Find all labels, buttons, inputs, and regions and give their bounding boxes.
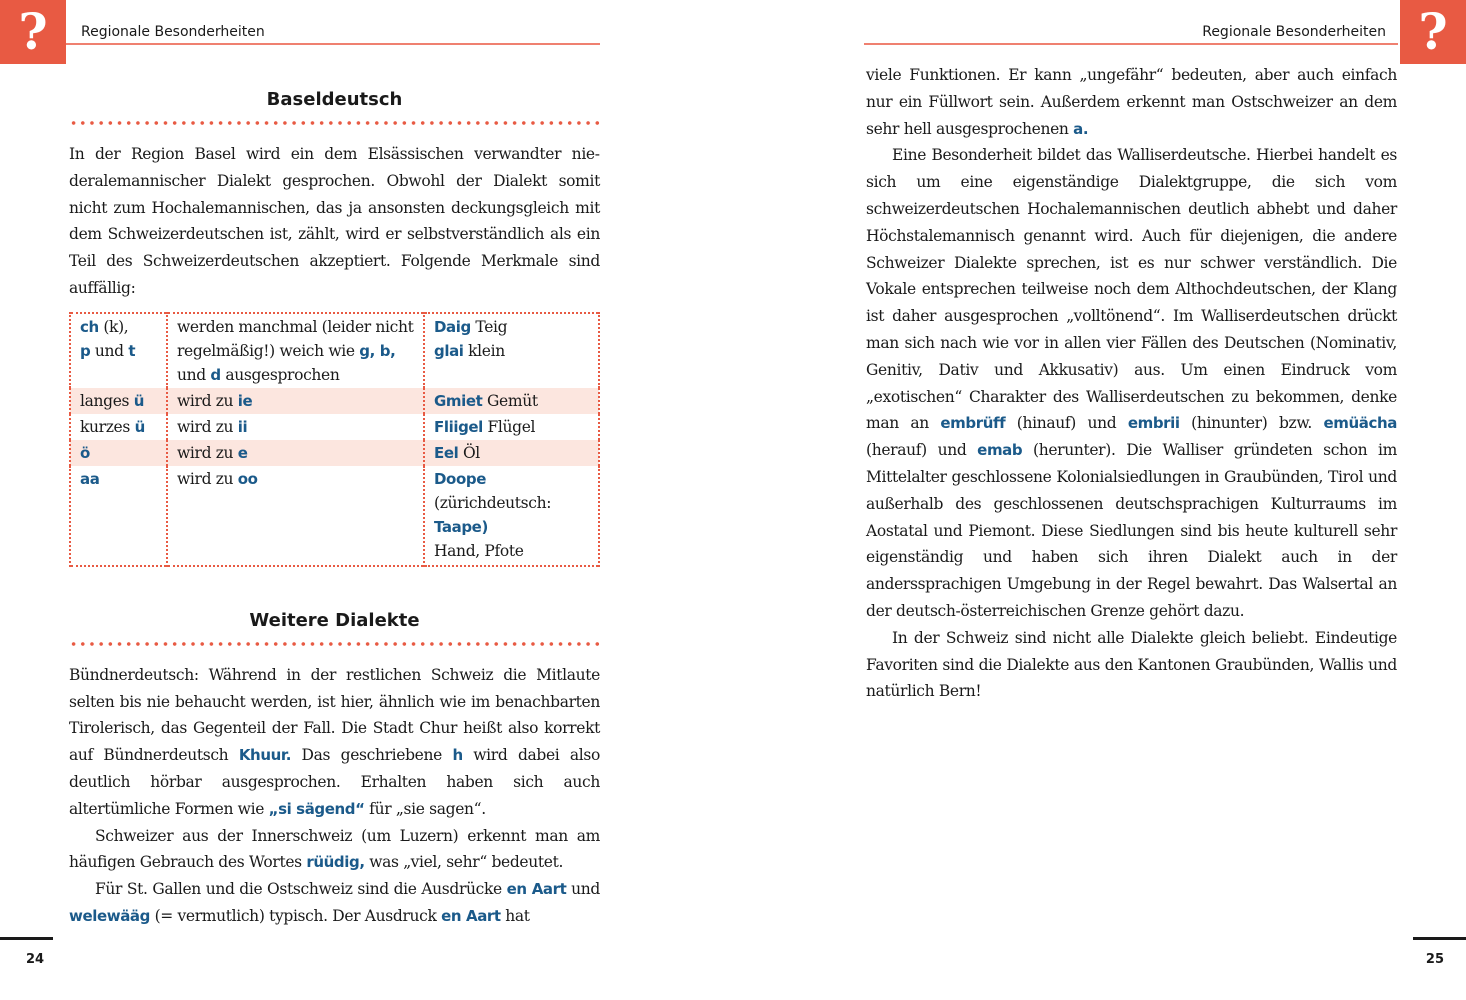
feature-cell: ch (k), p und t — [70, 313, 167, 388]
dialect-term: e — [237, 443, 248, 462]
feature-cell — [70, 440, 167, 466]
dialect-term: ü — [134, 417, 145, 436]
footer-rule — [0, 937, 53, 940]
dialect-term: welewääg — [69, 906, 150, 925]
example-cell: Daig Teig glai klein — [424, 313, 599, 388]
question-mark-icon: ? — [0, 0, 66, 64]
question-mark-icon: ? — [1400, 0, 1466, 64]
section-title-weitere-dialekte: Weitere Dialekte — [249, 609, 420, 631]
dialect-term: en Aart — [506, 880, 567, 899]
running-head: Regionale Besonderheiten — [81, 24, 265, 40]
features-table — [69, 312, 600, 567]
dialect-term: t — [128, 341, 136, 360]
rule-cell: wird zu ie — [167, 388, 424, 414]
dialect-term: ii — [237, 417, 248, 436]
paragraph: Für St. Gallen und die Ostschweiz sind die Ausdrücke en Aart und welewääg (= vermutlich) typisch. Der Ausdruck en Aart hat — [69, 880, 601, 925]
dialect-term: Eel — [434, 443, 459, 462]
dialect-term: h — [452, 746, 463, 765]
dialect-term: glai — [434, 341, 464, 360]
right-content — [866, 62, 1397, 705]
feature-cell: kurzes ü — [70, 414, 167, 440]
walliserdeutsch-text — [866, 62, 1397, 705]
left-content — [69, 86, 600, 930]
weitere-dialekte-text — [69, 662, 600, 930]
feature-cell: langes ü — [70, 388, 167, 414]
dialect-term: Khuur. — [238, 746, 292, 765]
rule-cell: werden manchmal (leider nicht regelmäßig!) weich wie g, b, und d ausgesprochen — [167, 313, 424, 388]
rule-cell: wird zu e — [167, 440, 424, 466]
dotted-divider — [69, 120, 600, 126]
paragraph: In der Schweiz sind nicht alle Dialekte gleich beliebt. Eindeutige Favoriten sind die Dialekte aus den Kantonen Graubünden, Wallis und natürlich Bern! — [866, 628, 1397, 701]
dialect-term: Daig — [434, 317, 471, 336]
dialect-term: oo — [237, 469, 258, 488]
paragraph: Schweizer aus der Innerschweiz (um Luzern) erkennt man am häufigen Gebrauch des Wortes rüüdig, was „viel, sehr“ bedeutet. — [69, 826, 600, 872]
example-cell: Eel Öl — [424, 440, 599, 466]
dialect-term: rüüdig, — [306, 853, 365, 872]
dotted-divider — [69, 641, 600, 647]
running-head: Regionale Besonderheiten — [1202, 24, 1386, 40]
page-number: 25 — [1425, 952, 1444, 967]
header-rule — [66, 43, 600, 45]
dialect-term: „si sägend“ — [268, 799, 365, 818]
section-title-baseldeutsch: Baseldeutsch — [266, 89, 403, 110]
dialect-term: p — [80, 341, 91, 360]
right-page — [733, 0, 1466, 1000]
dialect-term: embrii — [1127, 414, 1180, 433]
example-cell: Doope (zürichdeutsch: Taape) Hand, Pfote — [424, 466, 599, 566]
paragraph: viele Funktionen. Er kann „ungefähr“ bedeuten, aber auch einfach nur ein Füllwort sein. Außerdem erkennt man Ostschweizer an dem sehr hell ausgesprochenen a. — [866, 66, 1397, 138]
table-row — [70, 440, 599, 466]
rule-cell: wird zu oo — [167, 466, 424, 566]
table-row — [70, 313, 599, 388]
dialect-term: embrüff — [940, 414, 1006, 433]
paragraph: Bündnerdeutsch: Während in der restlichen Schweiz die Mitlaute selten bis nie behaucht werden, ist hier, ähnlich wie im benachbarten Tirolerisch, das Gegenteil der Fall. Die Stadt Chur heißt also korrekt auf Bündnerdeutsch Khuur. Das geschriebene h wird dabei also deutlich hörbar ausgesprochen. Erhalten haben sich auch altertümliche Formen wie „si sägend“ für „sie sagen“. — [69, 665, 601, 818]
header-rule — [864, 43, 1398, 45]
dialect-term: a. — [1073, 119, 1089, 138]
dialect-term: d — [210, 365, 221, 384]
page-number: 24 — [26, 952, 45, 967]
footer-rule — [1413, 937, 1466, 940]
table-row — [70, 466, 599, 566]
table-row — [70, 388, 599, 414]
dialect-term: Fliigel — [434, 417, 483, 436]
example-cell: Gmiet Gemüt — [424, 388, 599, 414]
example-cell: Fliigel Flügel — [424, 414, 599, 440]
dialect-term: Taape) — [434, 517, 488, 536]
rule-cell: wird zu ii — [167, 414, 424, 440]
dialect-term: Gmiet — [434, 391, 483, 410]
dialect-term: ch — [80, 317, 99, 336]
dialect-term: ü — [133, 391, 144, 410]
dialect-term: Doope — [434, 469, 486, 488]
dialect-term: emüächa — [1323, 414, 1397, 433]
intro-paragraph: In der Region Basel wird ein dem Elsässischen verwandter niederalemannischer Dialekt gesprochen. Obwohl der Dialekt somit nicht zum Hochalemannischen, das ja ansonsten deckungsgleich mit dem Schweizerdeutschen ist, zählt, wird er selbstverständlich als ein Teil des Schweizerdeutschen akzeptiert. Folgende Merkmale sind auffällig: — [69, 145, 600, 297]
dialect-term: emab — [977, 441, 1023, 460]
paragraph: Eine Besonderheit bildet das Walliserdeutsche. Hierbei handelt es sich um eine eigenständige Dialektgruppe, die sich vom schweizerdeutschen Hochalemannischen deutlich abhebt und daher Höchstalemannisch genannt wird. Auch für diejenigen, die andere Schweizer Dialekte sprechen, ist es nur schwer verständlich. Die Vokale entsprechen teilweise noch dem Althochdeutschen, der Klang ist daher ausgesprochen „volltönend“. Im Walliserdeutschen drückt man sich nach wie vor in allen vier Fällen des Deutschen (Nominativ, Genitiv, Dativ und Akkusativ) aus. Um einen Eindruck vom „exotischen“ Charakter des Walliserdeutschen zu bekommen, denke man an embrüff (hinauf) und embrii (hinunter) bzw. emüächa (herauf) und emab (herunter). Die Walliser gründeten schon im Mittelalter geschlossene Kolonialsiedlungen in Graubünden, Tirol und außerhalb des geschlossenen deutschsprachigen Kulturraums im Aostatal und Piemont. Diese Siedlungen sind bis heute kulturell sehr eigenständig und haben sich ihren Dialekt auch in der anderssprachigen Umgebung in der Regel bewahrt. Das Walsertal an der deutsch-österreichischen Grenze gehört dazu. — [866, 146, 1397, 620]
dialect-term: ie — [237, 391, 253, 410]
dialect-term: aa — [80, 469, 100, 488]
dialect-term: en Aart — [441, 906, 501, 925]
dialect-term: g, b, — [359, 341, 396, 360]
table-row — [70, 414, 599, 440]
dialect-term: ö — [80, 443, 90, 462]
feature-cell — [70, 466, 167, 566]
